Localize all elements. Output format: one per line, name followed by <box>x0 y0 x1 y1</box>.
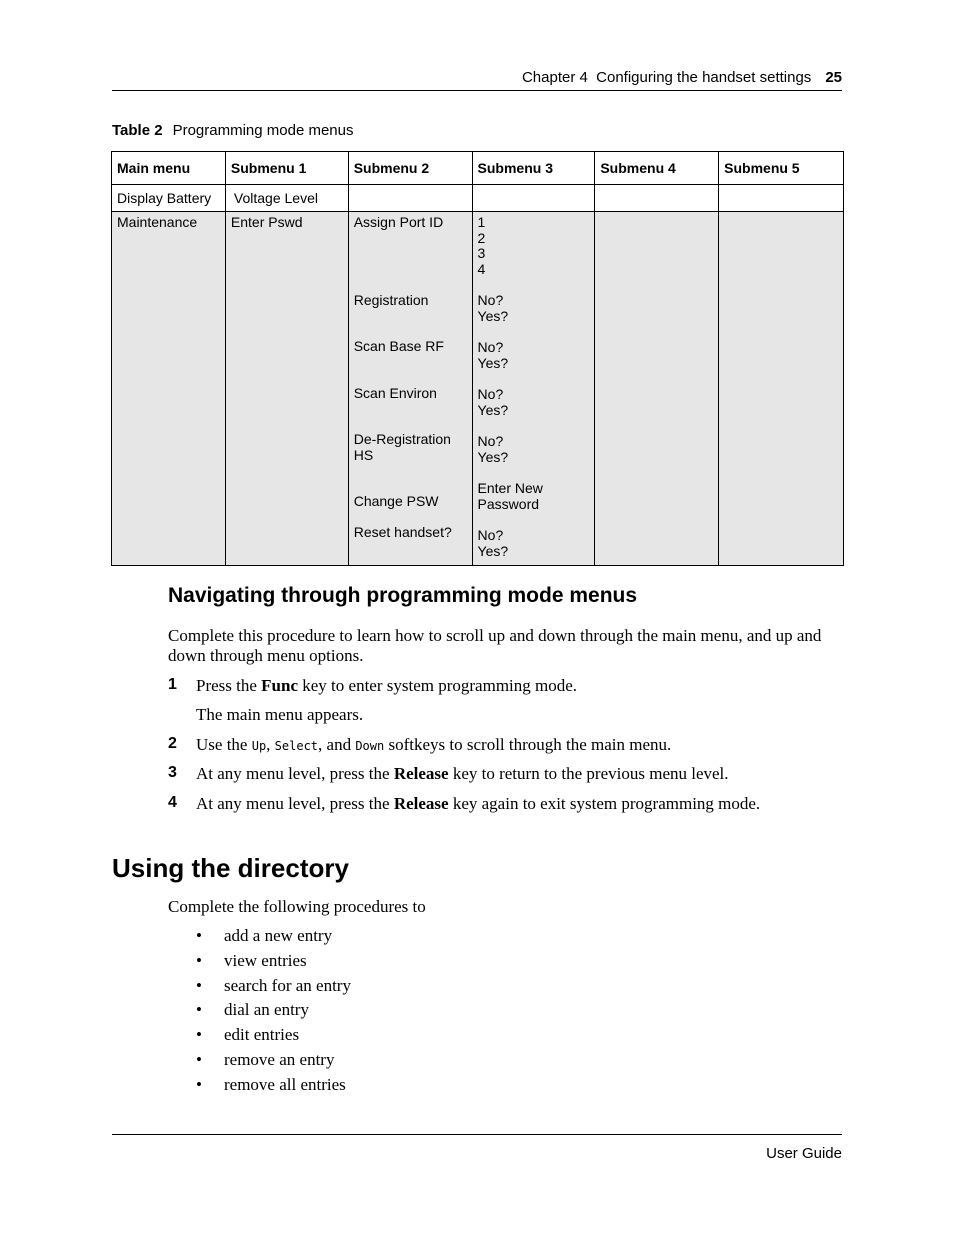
table-cell <box>719 212 844 566</box>
table-cell <box>348 212 472 566</box>
list-item-text: edit entries <box>224 1025 300 1045</box>
table-label: Table 2 <box>112 122 163 139</box>
step-text-part: Use the <box>196 735 252 754</box>
table-cell: Maintenance <box>112 212 226 566</box>
step-number: 3 <box>168 764 177 781</box>
step-text-part: key again to exit system programming mode. <box>448 794 761 813</box>
header-text <box>522 69 842 86</box>
step-text-part: key to return to the previous menu level. <box>448 764 729 783</box>
list-item <box>196 1049 351 1074</box>
column-header: Submenu 2 <box>348 152 472 185</box>
footer-text: User Guide <box>766 1145 842 1162</box>
step-text-part: At any menu level, press the <box>196 764 394 783</box>
table-cell <box>225 185 348 212</box>
option: No? <box>477 386 504 402</box>
option: Yes? <box>477 307 509 324</box>
step-result: The main menu appears. <box>196 705 364 724</box>
page-footer <box>112 1134 842 1162</box>
list-item-text: view entries <box>224 950 307 970</box>
option: No? <box>477 527 504 543</box>
menu-item: Change PSW <box>353 493 439 509</box>
option: 3 <box>477 245 486 261</box>
step-text-part: , <box>266 735 275 754</box>
bullet: • <box>196 950 202 970</box>
list-item <box>196 975 351 1000</box>
step-text-part: , and <box>318 735 356 754</box>
table-cell: Enter Pswd <box>225 212 348 566</box>
select-softkey: Select <box>274 739 319 753</box>
bullet: • <box>196 1000 202 1020</box>
step-text <box>196 794 760 814</box>
table-header-row <box>112 152 844 185</box>
bullet: • <box>196 1025 202 1045</box>
bullet: • <box>196 1074 202 1094</box>
option: Enter New <box>477 480 543 496</box>
page-header <box>112 68 842 91</box>
column-header: Submenu 3 <box>472 152 595 185</box>
step-text-part: Press the <box>196 676 262 695</box>
step-text-part: At any menu level, press the <box>196 794 394 813</box>
step-text <box>196 676 577 696</box>
option: No? <box>477 292 504 308</box>
section-heading: Using the directory <box>112 853 349 883</box>
menu-item: Assign Port ID <box>353 214 444 230</box>
list-item-text: add a new entry <box>224 926 333 945</box>
menu-item: Registration <box>353 291 429 308</box>
cell-text: Voltage Level <box>233 190 318 206</box>
option: 1 <box>477 214 486 230</box>
step-text <box>196 735 671 756</box>
list-item <box>196 1024 351 1049</box>
option: Yes? <box>477 354 509 371</box>
option: Yes? <box>477 542 509 559</box>
list-item-text: search for an entry <box>224 975 351 995</box>
menu-item: HS <box>353 446 374 463</box>
list-item <box>196 950 351 975</box>
table-caption <box>112 122 354 139</box>
step-number: 1 <box>168 676 177 693</box>
chapter-title: Chapter 4 Configuring the handset settings <box>521 69 812 86</box>
option: Password <box>477 495 540 512</box>
option: 2 <box>477 229 486 246</box>
page-number: 25 <box>825 69 842 86</box>
column-header: Submenu 4 <box>595 152 719 185</box>
bullet: • <box>196 1049 202 1069</box>
menu-item: Reset handset? <box>353 523 452 540</box>
directory-intro: Complete the following procedures to <box>168 897 426 916</box>
list-item <box>196 925 351 950</box>
option: No? <box>477 433 504 449</box>
table-title: Programming mode menus <box>172 122 354 139</box>
bullet: • <box>196 975 202 995</box>
step-text <box>196 764 729 784</box>
procedure-list <box>196 925 351 1099</box>
table-cell <box>719 185 844 212</box>
list-item-text: dial an entry <box>224 1000 309 1020</box>
table-cell <box>595 212 719 566</box>
option: No? <box>477 339 504 355</box>
step-number: 4 <box>168 794 177 811</box>
release-key: Release <box>393 764 449 783</box>
table-cell <box>595 185 719 212</box>
menu-item: De-Registration <box>353 431 451 447</box>
list-item <box>196 999 351 1024</box>
menu-item: Scan Base RF <box>353 338 444 354</box>
up-softkey: Up <box>251 739 267 753</box>
func-key: Func <box>261 676 299 695</box>
list-item <box>196 1074 351 1099</box>
list-item-text: remove an entry <box>224 1049 335 1069</box>
intro-paragraph: Complete this procedure to learn how to scroll up and down through the main menu, and up and down through menu options. <box>168 626 822 665</box>
step-number: 2 <box>168 735 177 752</box>
list-item-text: remove all entries <box>224 1074 346 1094</box>
release-key: Release <box>393 794 449 813</box>
table-cell <box>472 212 595 566</box>
table-cell <box>472 185 595 212</box>
column-header: Submenu 5 <box>719 152 844 185</box>
table-row <box>112 212 844 566</box>
menu-item: Scan Environ <box>353 384 437 401</box>
column-header: Main menu <box>112 152 226 185</box>
table-cell <box>348 185 472 212</box>
step-text-part: key to enter system programming mode. <box>298 676 578 695</box>
bullet: • <box>196 926 202 945</box>
option: Yes? <box>477 401 509 418</box>
down-softkey: Down <box>355 739 385 753</box>
table-cell: Display Battery <box>112 185 226 212</box>
step-text-part: softkeys to scroll through the main menu. <box>384 735 672 754</box>
table-row <box>112 185 844 212</box>
programming-menus-table <box>111 151 844 566</box>
option: 4 <box>477 260 486 277</box>
column-header: Submenu 1 <box>225 152 348 185</box>
option: Yes? <box>477 448 509 465</box>
section-heading: Navigating through programming mode menus <box>168 584 638 607</box>
